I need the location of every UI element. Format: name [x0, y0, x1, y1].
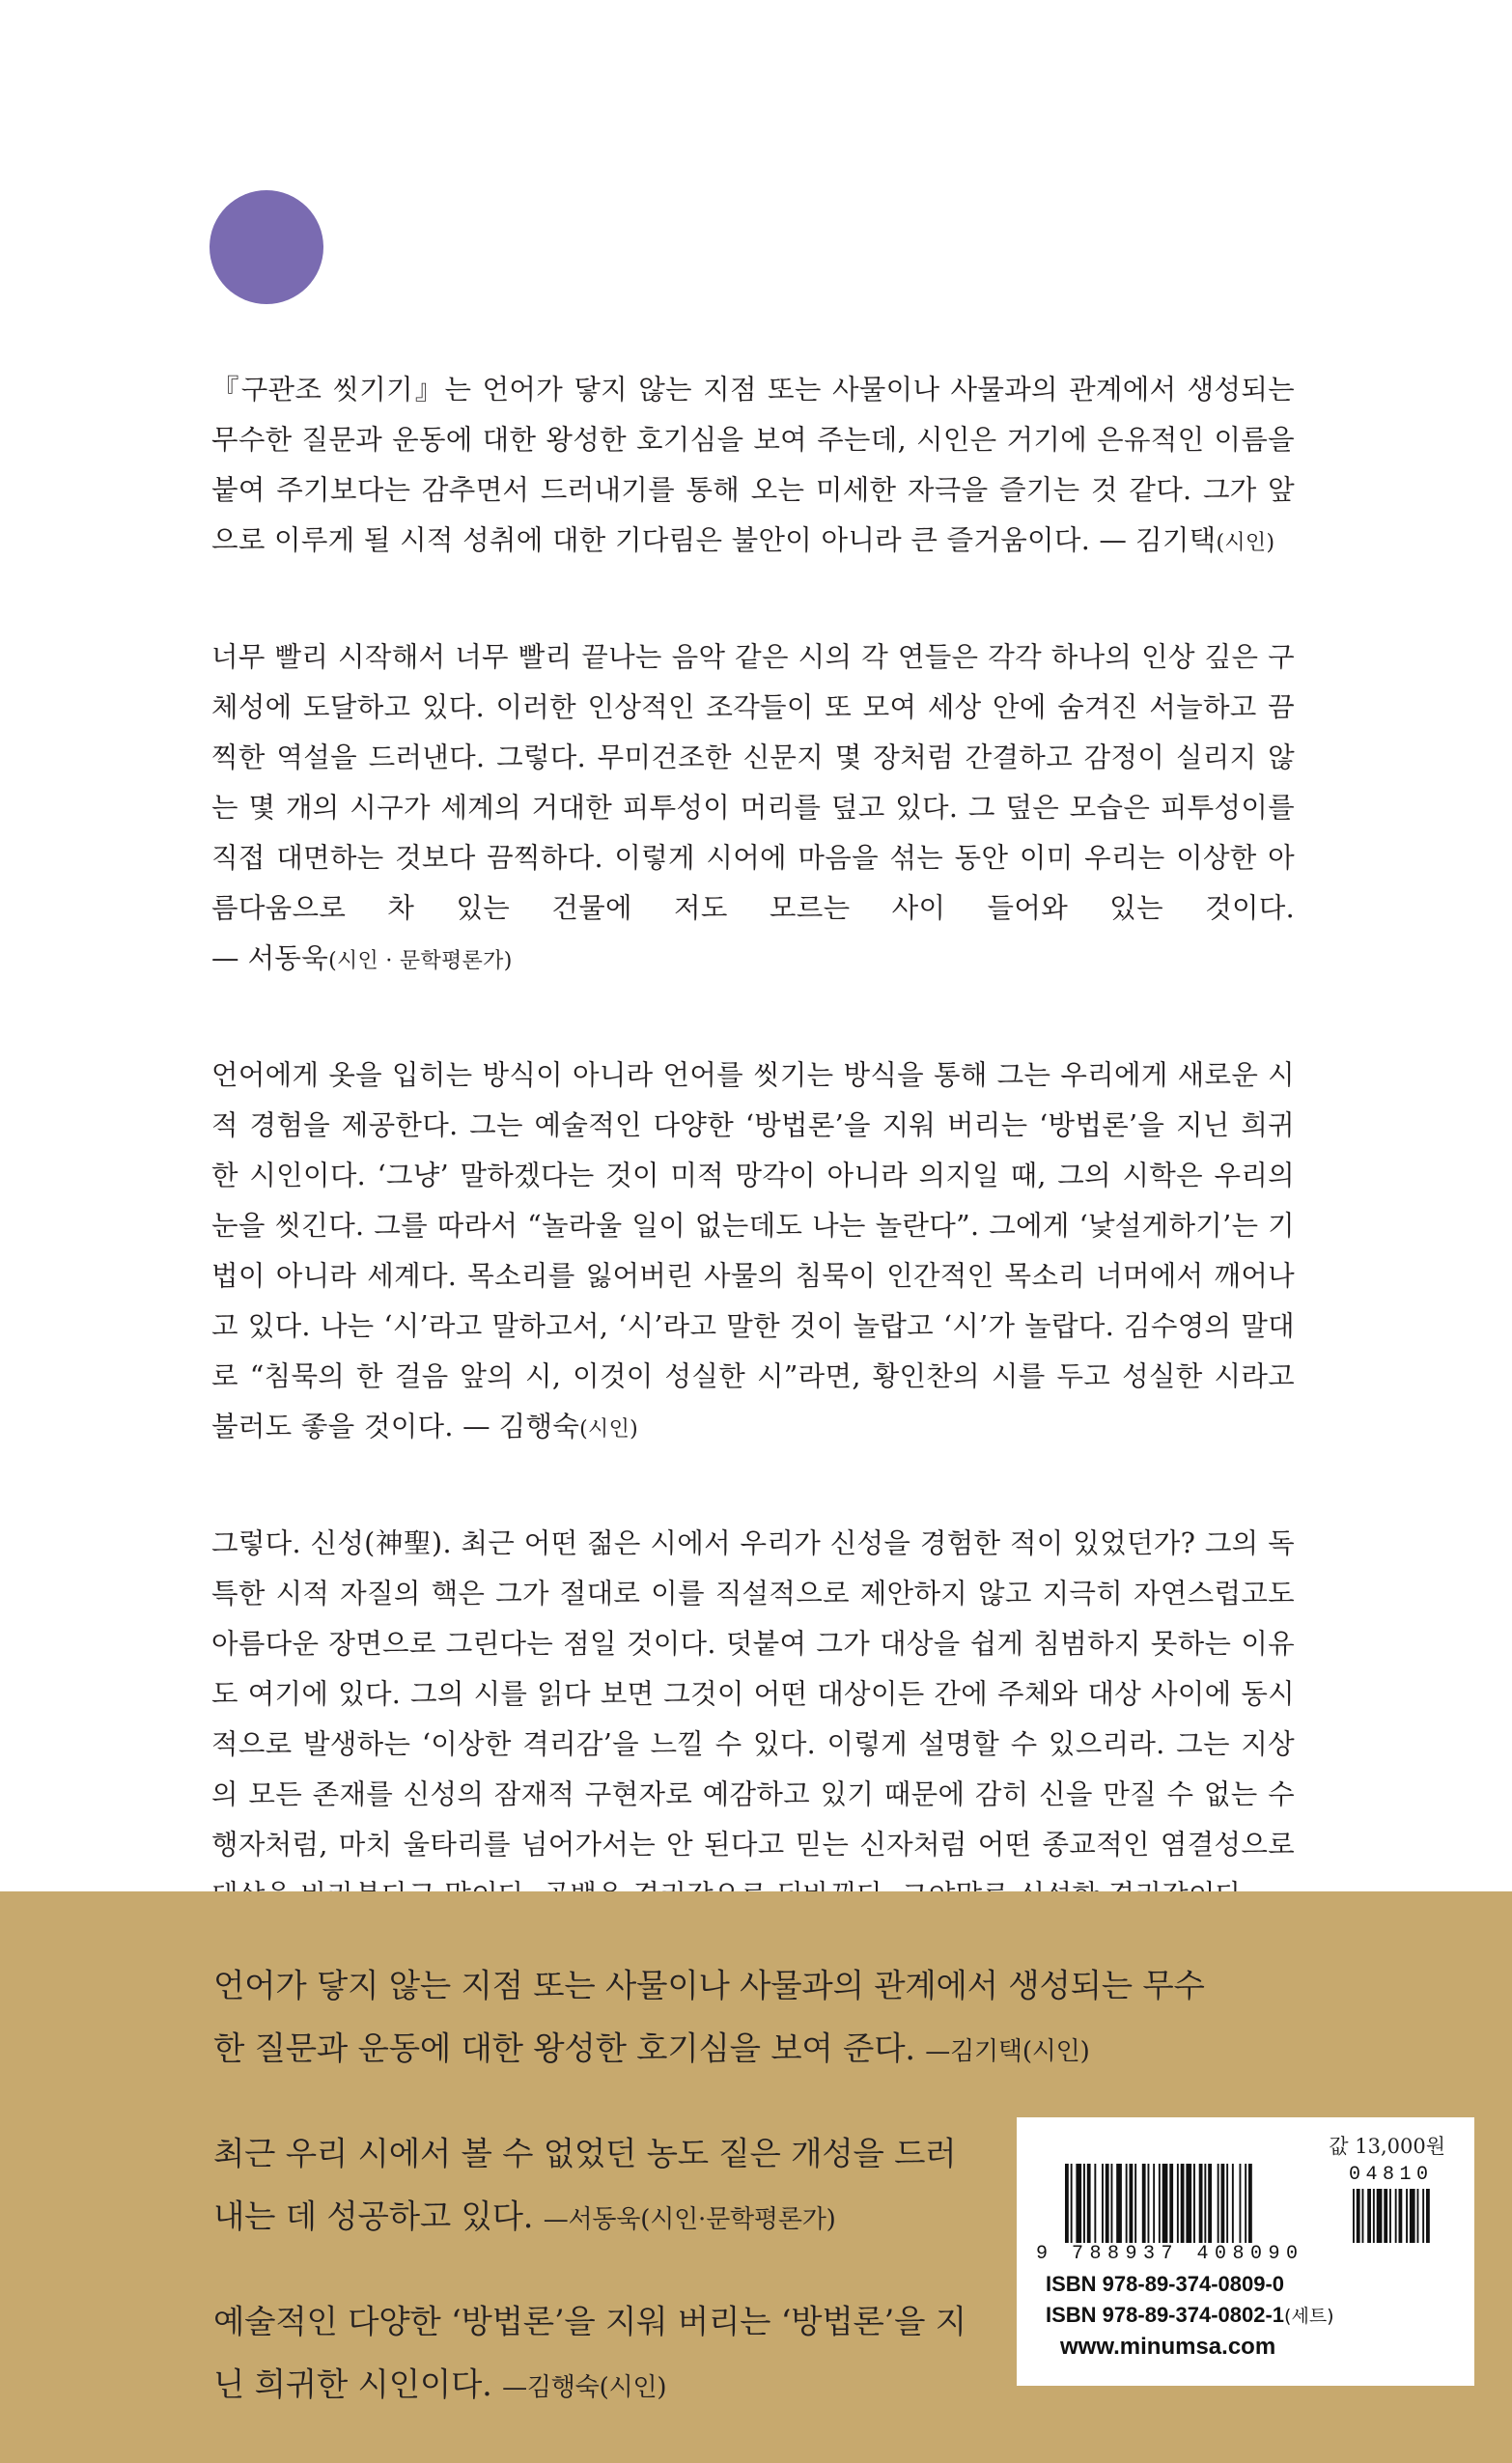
blurb-text: 너무 빨리 시작해서 너무 빨리 끝나는 음악 같은 시의 각 연들은 각각 하나의 인상 깊은 구체성에 도달하고 있다. 이러한 인상적인 조각들이 또 모여 세상 안에 숨겨진 서늘하고 끔찍한 역설을 드러낸다. 그렇다. 무미건조한 신문지 몇 장처럼 간결하고 감정이 실리지 않는 몇 개의 시구가 세계의 거대한 피투성이 머리를 덮고 있다. 그 덮은 모습은 피투성이를 직접 대면하는 것보다 끔찍하다. 이렇게 시어에 마음을 섞는 동안 이미 우리는 이상한 아름다움으로 차 있는 건물에 저도 모르는 사이 들어와 있는 것이다. [211, 641, 1295, 924]
barcode-addon-digits: 04810 [1349, 2164, 1434, 2186]
blurb-attribution: — 김기택(시인) [1099, 524, 1275, 556]
pull-quote [213, 1954, 1218, 2084]
blurb-kim-gitaek [211, 365, 1295, 569]
blurb-text: 『구관조 씻기기』는 언어가 닿지 않는 지점 또는 사물이나 사물과의 관계에서 생성되는 무수한 질문과 운동에 대한 왕성한 호기심을 보여 주는데, 시인은 거기에 은유적인 이름을 붙여 주기보다는 감추면서 드러내기를 통해 오는 미세한 자극을 즐기는 것 같다. 그가 앞으로 이루게 될 시적 성취에 대한 기다림은 불안이 아니라 큰 즐거움이다. [211, 374, 1295, 556]
author-role: (시인) [1216, 531, 1275, 555]
barcode-image [1065, 2164, 1461, 2243]
blurb-text: 그렇다. 신성(神聖). 최근 어떤 젊은 시에서 우리가 신성을 경험한 적이 있었던가? 그의 독특한 시적 자질의 핵은 그가 절대로 이를 직설적으로 제안하지 않고 지극히 자연스럽고도 아름다운 장면으로 그린다는 점일 것이다. 덧붙여 그가 대상을 쉽게 침범하지 못하는 이유도 여기에 있다. 그의 시를 읽다 보면 그것이 어떤 대상이든 간에 주체와 대상 사이에 동시적으로 발생하는 ‘이상한 격리감’을 느낄 수 있다. 이렇게 설명할 수 있으리라. 그는 지상의 모든 존재를 신성의 잠재적 구현자로 예감하고 있기 때문에 감히 신을 만질 수 없는 수행자처럼, 마치 울타리를 넘어가서는 안 된다고 믿는 신자처럼 어떤 종교적인 염결성으로 [211, 1527, 1295, 1861]
author-name: 김행숙 [498, 1411, 580, 1442]
pull-quote [213, 2290, 976, 2420]
barcode-panel [1017, 2117, 1474, 2386]
blurb-text: 언어에게 옷을 입히는 방식이 아니라 언어를 씻기는 방식을 통해 그는 우리에게 새로운 시적 경험을 제공한다. 그는 예술적인 다양한 ‘방법론’을 지워 버리는 ‘방법론’을 지닌 희귀한 시인이다. ‘그냥’ 말하겠다는 것이 미적 망각이 아니라 의지일 때, 그의 시학은 우리의 눈을 씻긴다. 그를 따라서 “놀라울 일이 없는데도 나는 놀란다”. 그에게 ‘낯설게하기’는 기법이 아니라 세계다. 목소리를 잃어버린 사물의 침묵이 인간적인 목소리 너머에서 깨어나고 있다. 나는 ‘시’라고 말하고서, ‘시’라고 말한 것이 놀랍고 ‘시’가 놀랍다. 김수영의 말대로 “침묵의 한 걸음 앞의 시, 이것이 성실한 시”라면, 황인찬의 시를 두고 성실한 시라고 불러도 좋을 것이다. [211, 1059, 1295, 1442]
author-name: 김기택 [1134, 524, 1217, 556]
pull-quote [213, 2122, 966, 2252]
quote-text: 최근 우리 시에서 볼 수 없었던 농도 짙은 개성을 드러내는 데 성공하고 있다. [213, 2135, 957, 2235]
price-label: 값 13,000원 [1329, 2135, 1445, 2158]
purple-circle [210, 190, 323, 304]
quote-author: —김행숙(시인) [502, 2373, 667, 2402]
blurb-attribution: — 김행숙(시인) [462, 1411, 639, 1442]
blurb-kim-haengsuk [211, 1050, 1295, 1455]
quote-author: —김기택(시인) [925, 2037, 1090, 2066]
isbn-number: ISBN 978-89-374-0809-0 [1046, 2272, 1285, 2296]
blurb-attribution: — 서동욱(시인 · 문학평론가) [211, 942, 513, 974]
isbn-set-number [1046, 2302, 1334, 2328]
blurb-list [211, 365, 1295, 2037]
quote-author: —서동욱(시인·문학평론가) [543, 2205, 836, 2234]
isbn-set-note: (세트) [1284, 2306, 1334, 2327]
isbn-set-value: ISBN 978-89-374-0802-1 [1046, 2303, 1285, 2327]
quote-text: 예술적인 다양한 ‘방법론’을 지워 버리는 ‘방법론’을 지닌 희귀한 시인이다. [213, 2303, 966, 2403]
author-name: 서동욱 [247, 942, 329, 974]
blurb-seo-dongwook [211, 632, 1295, 987]
publisher-website: www.minumsa.com [1060, 2334, 1276, 2360]
author-role: (시인) [579, 1417, 639, 1441]
author-role: (시인 · 문학평론가) [328, 949, 513, 973]
barcode-digits: 9 788937 408090 [1036, 2243, 1304, 2265]
quote-text: 언어가 닿지 않는 지점 또는 사물이나 사물과의 관계에서 생성되는 무수한 질문과 운동에 대한 왕성한 호기심을 보여 준다. [213, 1967, 1205, 2067]
